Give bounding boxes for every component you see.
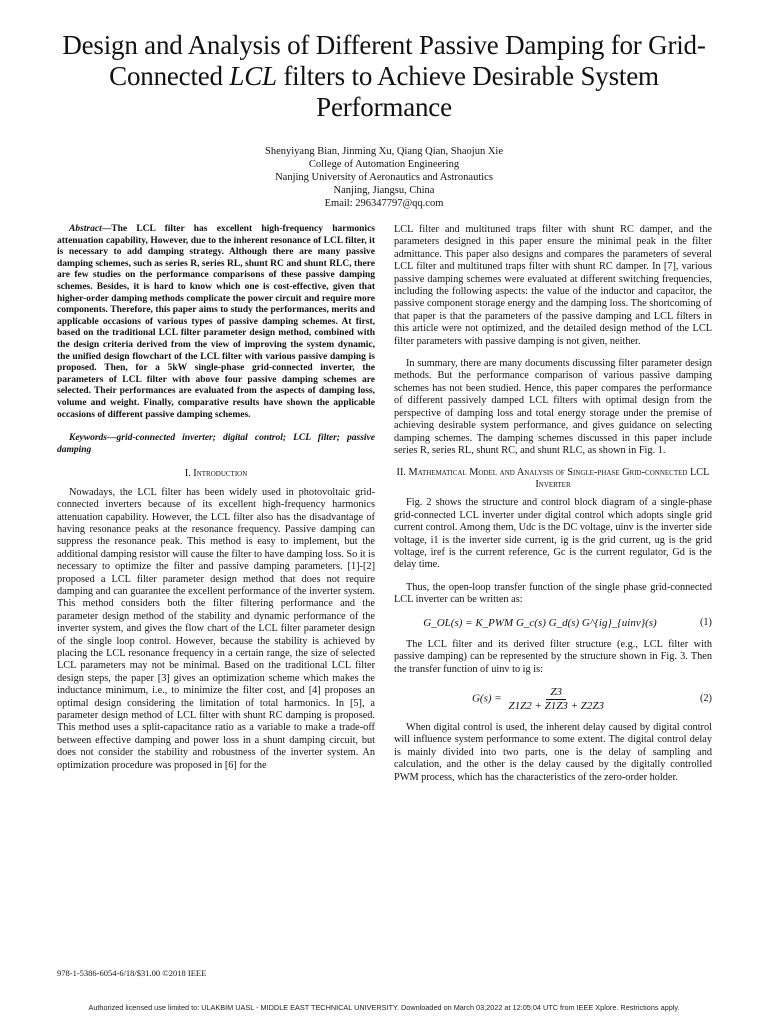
license-notice: Authorized licensed use limited to: ULAKBIM UASL - MIDDLE EAST TECHNICAL UNIVERSITY. Downloaded on March 03,2022 at 12:05:04 UTC from IEEE Xplore. Restrictions apply. xyxy=(88,1003,680,1012)
equation-2-lhs: G(s) = xyxy=(471,692,505,705)
author-dept: College of Automation Engineering xyxy=(308,159,460,170)
title-part: filters to Achieve Desirable System Performance xyxy=(276,61,659,122)
equation-1 xyxy=(394,617,712,629)
equation-2-denominator: Z1Z2 + Z1Z3 + Z2Z3 xyxy=(508,699,605,712)
author-city: Nanjing, Jiangsu, China xyxy=(333,185,435,196)
abstract-text: —The LCL filter has excellent high-frequency harmonics attenuation capability, However, due to the inherent resonance of LCL filter, it is necessary to add damping strategy. Although there are many passive damping schemes, such as series R, series RL, shunt RC and shunt RLC, there are few studies on the performance comparisons of these passive damping schemes. Besides, it is hard to know which one is cost-effective, given that higher-order damping methods complicate the power circuit and require more components. Therefore, this paper aims to study the performances, merits and applicable occasions of various types of passive damping schemes. At first, based on the traditional LCL filter parameter design method, combined with the design criteria derived from the view of improving the system dynamic, the unified design flowchart of the LCL filter with various passive damping is proposed. Then, for a 5kW single-phase grid-connected inverter, the parameters of LCL filter with above four passive damping schemes are selected. Their performances are evaluated from the aspects of damping loss, volume and weight. Finally, comparative results have shown the applicable occasions of different passive damping schemes. xyxy=(57,224,375,420)
equation-1-number: (1) xyxy=(699,616,712,628)
right-paragraph-6: When digital control is used, the inherent delay caused by digital control will influence system performance to some extent. The digital control delay is mainly divided into two parts, one is the delay of sampling and calculation, and the other is the delay caused by the digitally controlled PWM process, which has the characteristics of the zero-order holder. xyxy=(394,722,712,783)
keywords: Keywords—grid-connected inverter; digital control; LCL filter; passive damping xyxy=(57,433,375,455)
abstract xyxy=(57,224,375,421)
right-column xyxy=(394,224,712,784)
intro-paragraph: Nowadays, the LCL filter has been widely used in photovoltaic grid-connected inverters because of its excellent high-frequency harmonics attenuation capability. However, the LCL filter also has the disadvantage of having resonance peaks at the resonance frequency. Passive damping can suppress the resonance peak. This method is easy to implement, but the additional damping resistor will cause the filter to have damping loss. So it is necessary to optimize the filter and passive damping parameters. [1]-[2] proposed a LCL filter parameter design method that does not require damping and can guarantee the excellent performance of the inverter system. This method considers both the filter filtering performance and the parameter design method of the stability and dynamic performance of the inverter system, and gives the flow chart of the LCL filter parameter design of the single loop control. However, because the stability is achieved by placing the LCL resonance frequency in a certain range, the size of selected LCL parameters may not be minimal. Based on the traditional LCL filter design steps, the paper [3] gives an optimization scheme which makes the inductance minimum, i.e., to minimize the filter cost, and [4] proposes an optimal design considering the limitation of total harmonics. In [5], a parameter design method of LCL filter with shunt RC damping is proposed. This method uses a split-capacitance ratio as a variable to make a trade-off between effective damping and power loss in a shunt damping circuit, but does not consider the stability and robustness of the inverter system. An optimization procedure was proposed in [6] for the xyxy=(57,486,376,771)
author-block xyxy=(160,145,608,210)
right-paragraph-4: Thus, the open-loop transfer function of the single phase grid-connected LCL inverter can be written as: xyxy=(394,581,712,606)
abstract-label: Abstract xyxy=(69,224,102,234)
equation-2-number: (2) xyxy=(699,692,712,704)
right-paragraph-1: LCL filter and multituned traps filter with shunt RC damper, and the parameters designed in this paper ensure the minimal peak in the filter admittance. This paper also designs and compares the parameters of several LCL filter and multituned traps filter with shunt RC damper. In [7], various passive damping schemes were evaluated at different switching frequencies, including the following aspects: the value of the inductor and capacitor, the passive component storage energy and the damping loss. The shortcoming of that paper is that the parameters of the passive damping and LCL filters in this article were not optimized, and the detailed design method of the LCL filter parameters with passive damping is not given, neither. xyxy=(394,224,712,347)
equation-2-numerator: Z3 xyxy=(546,686,566,699)
equation-1-expr: G_OL(s) = K_PWM G_c(s) G_d(s) G^{ig}_{uinv}(s) xyxy=(423,616,657,629)
author-email: Email: 296347797@qq.com xyxy=(324,198,444,209)
title-italic: LCL xyxy=(229,61,277,91)
title-part: Design and Analysis of Different Passive Damping for Grid-Connected xyxy=(62,30,706,91)
right-paragraph-2: In summary, there are many documents discussing filter parameter design methods. But the performance comparison of various passive damping schemes has not been studied. Hence, this paper compares the performance of different passively damped LCL filters with optimal design from the perspective of damping loss and total energy storage under the premise of achieving desirable system performance, and gives guidance on selecting damping schemes. The damping schemes discussed in this paper include series R, series RL, shunt RC, and shunt RLC, as shown in Fig. 1. xyxy=(394,358,712,456)
equation-2 xyxy=(394,686,712,712)
section-heading-introduction: I. Introduction xyxy=(184,468,248,480)
author-univ: Nanjing University of Aeronautics and Astronautics xyxy=(275,172,493,183)
right-paragraph-5: The LCL filter and its derived filter structure (e.g., LCL filter with passive damping) can be represented by the structure shown in Fig. 3. Then the transfer function of uinv to ig is: xyxy=(394,638,712,675)
equation-2-expr xyxy=(394,686,686,712)
paper-title xyxy=(40,30,728,123)
section-heading-model: II. Mathematical Model and Analysis of Single-phase Grid-connected LCL Inverter xyxy=(396,467,710,491)
copyright-footer: 978-1-5386-6054-6/18/$31.00 ©2018 IEEE xyxy=(57,968,207,978)
author-names: Shenyiyang Bian, Jinming Xu, Qiang Qian, Shaojun Xie xyxy=(265,146,503,157)
left-column xyxy=(57,224,375,772)
equation-2-fraction xyxy=(504,686,608,712)
right-paragraph-3: Fig. 2 shows the structure and control block diagram of a single-phase grid-connected LCL inverter under digital control which adopts single grid current control. Among them, Udc is the DC voltage, uinv is the inverter side voltage, i1 is the inverter side current, ig is the grid current, ug is the grid voltage, iref is the current reference, Gc is the current regulator, Gd is the delay time. xyxy=(394,497,712,571)
